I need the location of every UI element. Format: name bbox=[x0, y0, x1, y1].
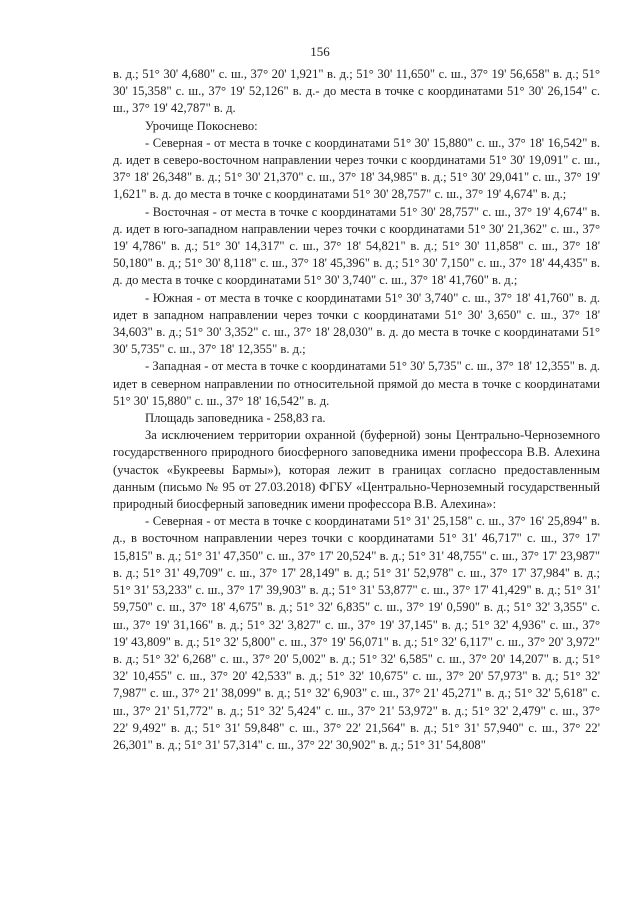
paragraph-exclusion-north-boundary: - Северная - от места в точке с координатами 51° 31' 25,158" с. ш., 37° 16' 25,894" в. д., в восточном направлении через точки с координатами 51° 31' 46,717" с. ш., 37° 17' 15,815" в. д.; 51° 31' 47,350" с. ш., 37° 17' 20,524" в. д.; 51° 31' 48,755" с. ш., 37° 17' 23,987" в. д.; 51° 31' 49,709" с. ш., 37° 17' 28,149" в. д.; 51° 31' 52,978" с. ш., 37° 17' 37,984" в. д.; 51° 31' 53,233" с. ш., 37° 17' 39,903" в. д.; 51° 31' 53,877" с. ш., 37° 17' 41,429" в. д.; 51° 31' 59,750" с. ш., 37° 18' 4,675" в. д.; 51° 32' 6,835" с. ш., 37° 19' 0,590" в. д.; 51° 32' 3,355" с. ш., 37° 19' 31,166" в. д.; 51° 32' 3,827" с. ш., 37° 19' 37,145" в. д.; 51° 32' 4,936" с. ш., 37° 19' 43,809" в. д.; 51° 32' 5,800" с. ш., 37° 19' 56,071" в. д.; 51° 32' 6,117" с. ш., 37° 20' 3,972" в. д.; 51° 32' 6,268" с. ш., 37° 20' 5,002" в. д.; 51° 32' 6,585" с. ш., 37° 20' 14,207" в. д.; 51° 32' 10,455" с. ш., 37° 20' 42,533" в. д.; 51° 32' 10,675" с. ш., 37° 20' 57,973" в. д.; 51° 32' 7,987" с. ш., 37° 21' 38,099" в. д.; 51° 32' 6,903" с. ш., 37° 21' 45,271" в. д.; 51° 32' 5,618" с. ш., 37° 21' 51,772" в. д.; 51° 32' 5,424" с. ш., 37° 21' 53,972" в. д.; 51° 32' 2,479" с. ш., 37° 22' 9,492" в. д.; 51° 31' 59,848" с. ш., 37° 22' 21,564" в. д.; 51° 31' 57,940" с. ш., 37° 22' 26,301" в. д.; 51° 31' 57,314" с. ш., 37° 22' 30,902" в. д.; 51° 31' 54,808" bbox=[113, 514, 600, 752]
paragraph-south-boundary: - Южная - от места в точке с координатами 51° 30' 3,740" с. ш., 37° 18' 41,760" в. д. идет в западном направлении через точки с координатами 51° 30' 3,650" с. ш., 37° 18' 34,603" в. д.; 51° 30' 3,352" с. ш., 37° 18' 28,030" в. д. до места в точке с координатами 51° 30' 5,735" с. ш., 37° 18' 12,355" в. д.; bbox=[113, 290, 600, 357]
paragraph-west-boundary: - Западная - от места в точке с координатами 51° 30' 5,735" с. ш., 37° 18' 12,355" в. д. идет в северном направлении по относительной прямой до места в точке с координатами 51° 30' 15,880" с. ш., 37° 18' 16,542" в. д. bbox=[113, 359, 600, 408]
page-number: 156 bbox=[310, 44, 330, 59]
paragraph-north-boundary: - Северная - от места в точке с координатами 51° 30' 15,880" с. ш., 37° 18' 16,542" в. д. идет в северо-восточном направлении через точки с координатами 51° 30' 19,091" с. ш., 37° 18' 26,348" в. д.; 51° 30' 21,370" с. ш., 37° 18' 34,985" в. д.; 51° 30' 29,041" с. ш., 37° 19' 1,621" в. д. до места в точке с координатами 51° 30' 28,757" с. ш., 37° 19' 4,674" в. д.; bbox=[113, 135, 600, 202]
document-body bbox=[113, 66, 600, 754]
paragraph-continuation: в. д.; 51° 30' 4,680" с. ш., 37° 20' 1,921" в. д.; 51° 30' 11,650" с. ш., 37° 19' 56,658" в. д.; 51° 30' 15,358" с. ш., 37° 19' 52,126" в. д.- до места в точке с координатами 51° 30' 26,154" с. ш., 37° 19' 42,787" в. д. bbox=[113, 67, 600, 116]
paragraph-area: Площадь заповедника - 258,83 га. bbox=[145, 411, 326, 426]
paragraph-east-boundary: - Восточная - от места в точке с координатами 51° 30' 28,757" с. ш., 37° 19' 4,674" в. д. идет в юго-западном направлении через точки с координатами 51° 30' 21,362" с. ш., 37° 19' 4,786" в. д.; 51° 30' 14,317" с. ш., 37° 18' 54,821" в. д.; 51° 30' 11,858" с. ш., 37° 18' 50,180" в. д.; 51° 30' 8,118" с. ш., 37° 18' 45,396" в. д.; 51° 30' 7,150" с. ш., 37° 18' 44,435" в. д. до места в точке с координатами 51° 30' 3,740" с. ш., 37° 18' 41,760" в. д.; bbox=[113, 204, 600, 288]
section-heading-pokosnevo: Урочище Покоснево: bbox=[145, 118, 258, 133]
paragraph-exclusion: За исключением территории охранной (буферной) зоны Центрально-Черноземного государственного природного биосферного заповедника имени профессора В.В. Алехина (участок «Букреевы Бармы»), которая лежит в границах согласно предоставленным данным (письмо № 95 от 27.03.2018) ФГБУ «Центрально-Черноземный государственный природный биосферный заповедник имени профессора В.В. Алехина»: bbox=[113, 428, 600, 512]
